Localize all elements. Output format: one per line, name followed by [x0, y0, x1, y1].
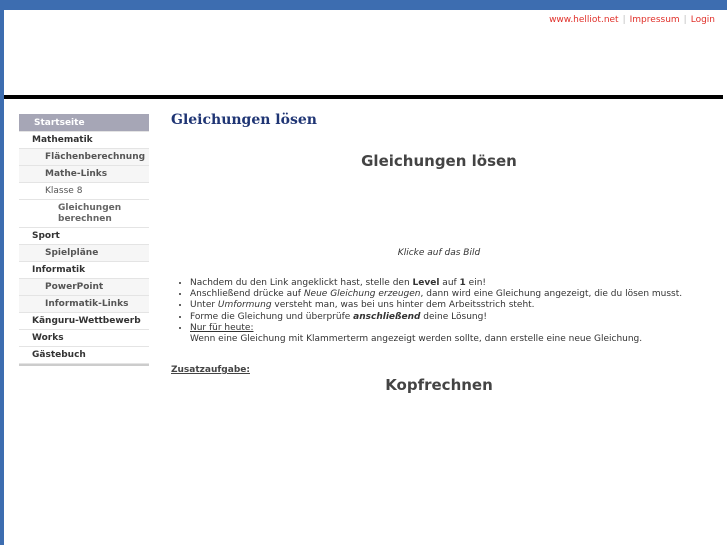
kopfrechnen-heading: Kopfrechnen [385, 376, 493, 394]
sidebar-item-spielplaene[interactable]: Spielpläne [19, 245, 149, 262]
sidebar-item-gleichungen-berechnen[interactable]: Gleichungen berechnen [19, 200, 149, 228]
image-caption[interactable]: Klicke auf das Bild [397, 248, 481, 258]
sidebar-item-works[interactable]: Works [19, 330, 149, 347]
sidebar-item-flaechenberechnung[interactable]: Flächenberechnung [19, 149, 149, 166]
sidebar-item-klasse-8[interactable]: Klasse 8 [19, 183, 149, 200]
content-heading: Gleichungen lösen [361, 152, 517, 170]
list-item: • Unter Umformung versteht man, was bei uns hinter dem Arbeitsstrich steht. [190, 300, 727, 311]
list-item: • Nachdem du den Link angeklickt hast, stelle den Level auf 1 ein! [190, 278, 727, 289]
list-item: • Forme die Gleichung und überprüfe anschließend deine Lösung! [190, 312, 727, 323]
sidebar-item-sport[interactable]: Sport [19, 228, 149, 245]
login-link[interactable]: Login [690, 15, 715, 25]
sidebar-item-powerpoint[interactable]: PowerPoint [19, 279, 149, 296]
sidebar-item-mathematik[interactable]: Mathematik [19, 132, 149, 149]
zusatz-heading: Zusatzaufgabe: [171, 365, 250, 375]
sidebar-nav [19, 114, 149, 366]
list-item: • Nur für heute: Wenn eine Gleichung mit Klammerterm angezeigt werden sollte, dann erstelle eine neue Gleichung. [190, 323, 727, 345]
main-content [171, 112, 711, 394]
header-links [549, 15, 715, 25]
instruction-list [171, 278, 727, 345]
list-item: • Anschließend drücke auf Neue Gleichung erzeugen, dann wird eine Gleichung angezeigt, die du lösen musst. [190, 289, 727, 300]
sidebar-item-informatik[interactable]: Informatik [19, 262, 149, 279]
sidebar-item-startseite[interactable]: Startseite [19, 114, 149, 132]
sidebar-item-gaestebuch[interactable]: Gästebuch [19, 347, 149, 364]
impressum-link[interactable]: Impressum [629, 15, 680, 25]
separator: | [683, 15, 687, 25]
sidebar-item-kaenguru-wettbewerb[interactable]: Känguru-Wettbewerb [19, 313, 149, 330]
sidebar-item-mathe-links[interactable]: Mathe-Links [19, 166, 149, 183]
top-accent-bar [0, 0, 727, 10]
sidebar-item-informatik-links[interactable]: Informatik-Links [19, 296, 149, 313]
left-accent-bar [0, 0, 4, 545]
header-divider [4, 95, 723, 99]
page-title: Gleichungen lösen [171, 112, 317, 128]
separator: | [622, 15, 626, 25]
site-link[interactable]: www.helliot.net [549, 15, 619, 25]
